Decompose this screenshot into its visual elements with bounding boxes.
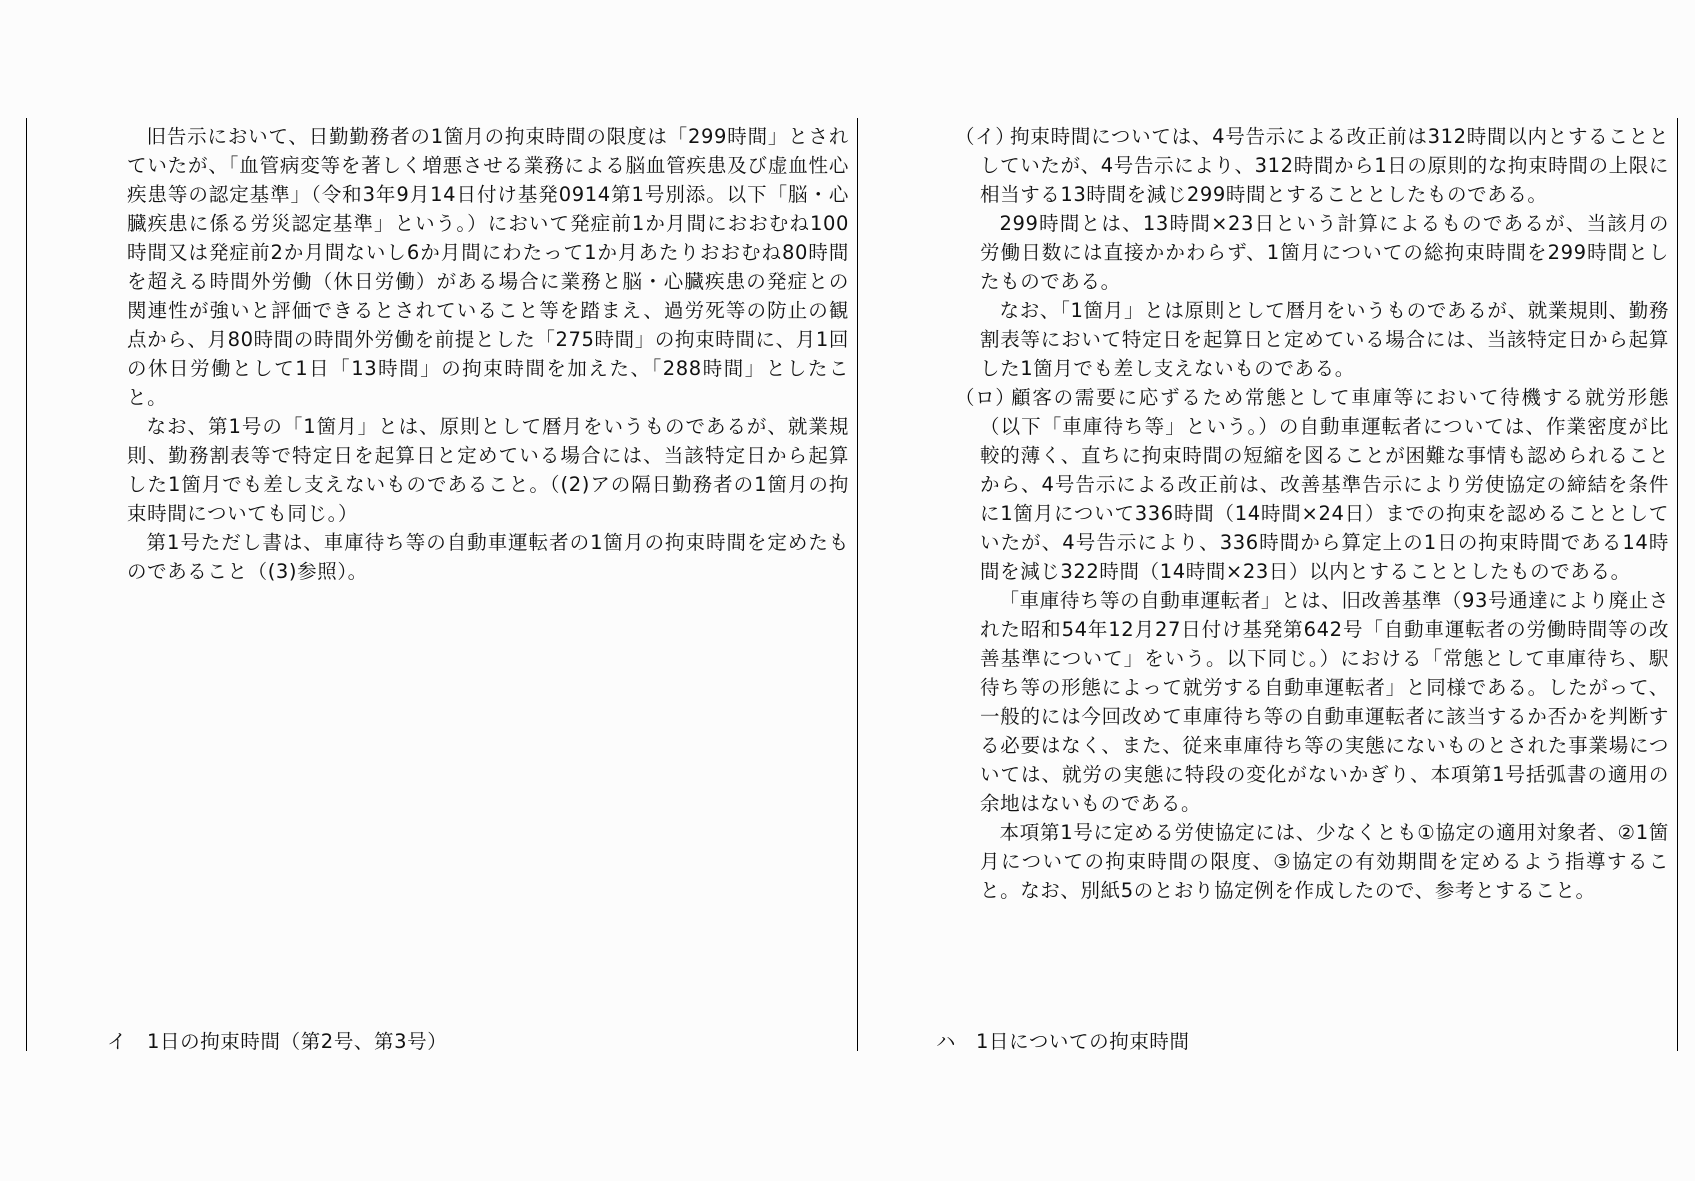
right-bottom-heading (936, 1027, 1190, 1056)
item-text: 拘束時間については、4号告示による改正前は312時間以内とすることとしていたが、4号告示により、312時間から1日の原則的な拘束時間の上限に相当する13時間を減じ299時間とすることとしたものである。 (980, 125, 1669, 206)
list-item-ro (957, 383, 1669, 905)
item-text: 顧客の需要に応ずるため常態として車庫等において待機する就労形態（以下「車庫待ち等」という。）の自動車運転者については、作業密度が比較的薄く、直ちに拘束時間の短縮を図ることが困難な事情も認められることから、4号告示による改正前は、改善基準告示により労使協定の締結を条件に1箇月について336時間（14時間×24日）までの拘束を認めることとしていたが、4号告示により、336時間から算定上の1日の拘束時間である14時間を減じ322時間（14時間×23日）以内とすることとしたものである。 (980, 386, 1669, 583)
center-divider-line (857, 118, 858, 1051)
paragraph: なお、「1箇月」とは原則として暦月をいうものであるが、就業規則、勤務割表等において特定日を起算日と定めている場合には、当該特定日から起算した1箇月でも差し支えないものである。 (980, 299, 1669, 380)
paragraph: 旧告示において、日勤勤務者の1箇月の拘束時間の限度は「299時間」とされていたが、「血管病変等を著しく増悪させる業務による脳血管疾患及び虚血性心疾患等の認定基準」（令和3年9月14日付け基発0914第1号別添。以下「脳・心臓疾患に係る労災認定基準」という。）において発症前1か月間におおむね100時間又は発症前2か月間ないし6か月間にわたって1か月あたりおおむね80時間を超える時間外労働（休日労働）がある場合に業務と脳・心臓疾患の発症との関連性が強いと評価できるとされていること等を踏まえ、過労死等の防止の観点から、月80時間の時間外労働を前提とした「275時間」の拘束時間に、月1回の休日労働として1日「13時間」の拘束時間を加えた、「288時間」としたこと。 (127, 125, 849, 409)
heading-text: 1日についての拘束時間 (976, 1030, 1190, 1053)
left-column (127, 122, 849, 586)
right-border-line (1677, 118, 1678, 1051)
list-item-i (957, 122, 1669, 383)
heading-text: 1日の拘束時間（第2号、第3号） (147, 1030, 448, 1053)
paragraph: 第1号ただし書は、車庫待ち等の自動車運転者の1箇月の拘束時間を定めたものであること（(3)参照）。 (127, 531, 849, 583)
item-first-paragraph (980, 122, 1669, 209)
item-marker: （ロ） (955, 386, 1016, 409)
heading-marker: イ (107, 1030, 128, 1053)
item-marker: （イ） (955, 125, 1016, 148)
left-border-line (26, 118, 27, 1051)
left-bottom-heading (107, 1027, 447, 1056)
paragraph: 本項第1号に定める労使協定には、少なくとも①協定の適用対象者、②1箇月についての拘束時間の限度、③協定の有効期間を定めるよう指導すること。なお、別紙5のとおり協定例を作成したので、参考とすること。 (980, 821, 1669, 902)
paragraph: 299時間とは、13時間×23日という計算によるものであるが、当該月の労働日数には直接かかわらず、1箇月についての総拘束時間を299時間としたものである。 (980, 212, 1669, 293)
item-first-paragraph (980, 383, 1669, 586)
paragraph: なお、第1号の「1箇月」とは、原則として暦月をいうものであるが、就業規則、勤務割表等で特定日を起算日と定めている場合には、当該特定日から起算した1箇月でも差し支えないものであること。（(2)アの隔日勤務者の1箇月の拘束時間についても同じ。） (127, 415, 849, 525)
paragraph: 「車庫待ち等の自動車運転者」とは、旧改善基準（93号通達により廃止された昭和54年12月27日付け基発第642号「自動車運転者の労働時間等の改善基準について」をいう。以下同じ。）における「常態として車庫待ち、駅待ち等の形態によって就労する自動車運転者」と同様である。したがって、一般的には今回改めて車庫待ち等の自動車運転者に該当するか否かを判断する必要はなく、また、従来車庫待ち等の実態にないものとされた事業場については、就労の実態に特段の変化がないかぎり、本項第1号括弧書の適用の余地はないものである。 (980, 589, 1669, 815)
heading-marker: ハ (936, 1030, 957, 1053)
right-column (957, 122, 1669, 905)
